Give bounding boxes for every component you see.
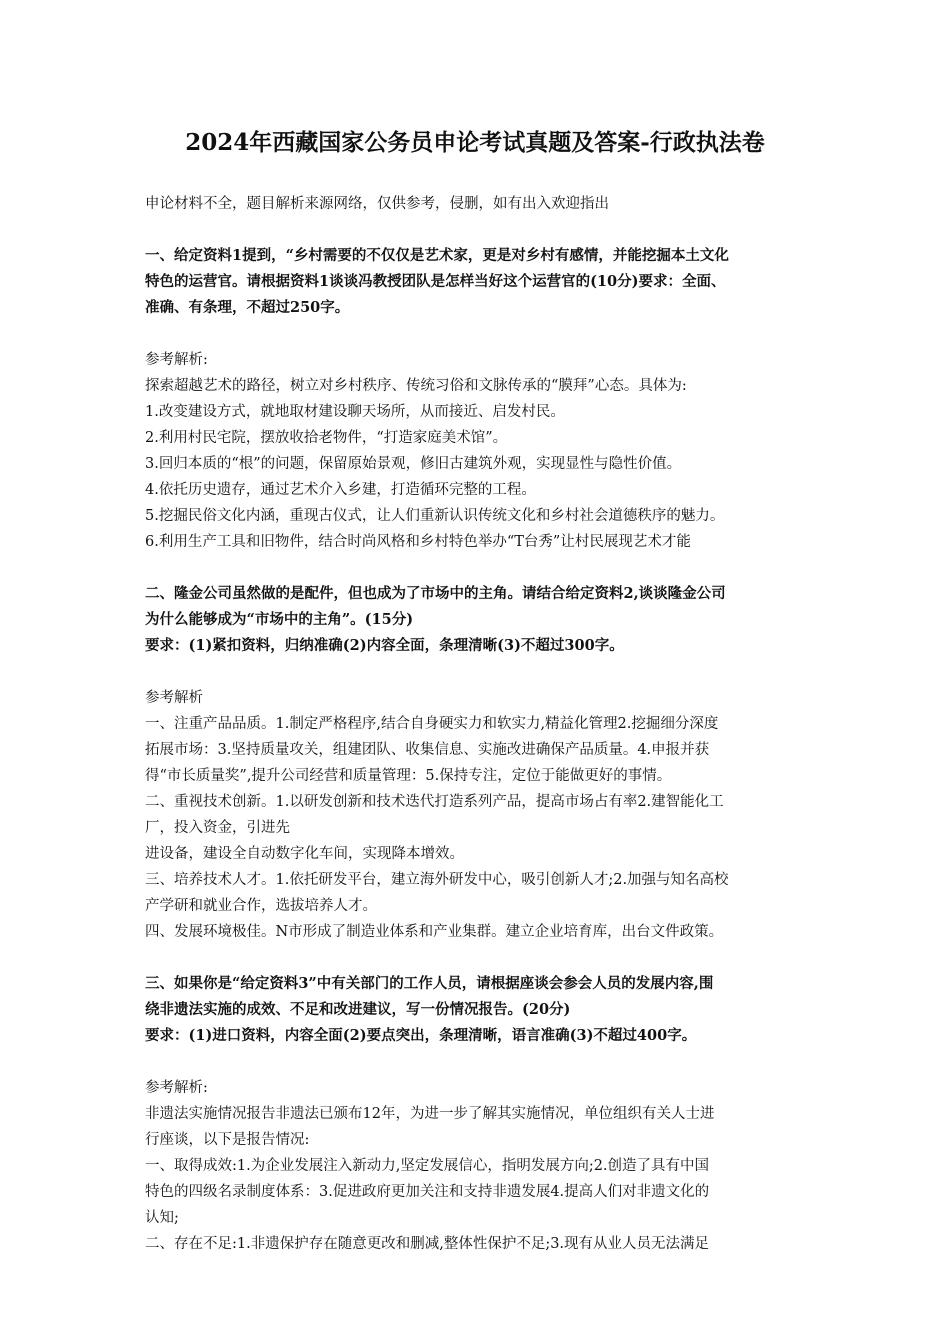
answer-label: 参考解析 [145, 690, 203, 706]
answer-3 [145, 1075, 815, 1257]
answer-line: 四、发展环境极佳。N市形成了制造业体系和产业集群。建立企业培育库，出台文件政策。 [145, 924, 724, 940]
answer-line: 4.依托历史遗存，通过艺术介入乡建，打造循环完整的工程。 [145, 482, 536, 498]
question-3 [145, 971, 815, 1049]
answer-line: 特色的四级名录制度体系：3.促进政府更加关注和支持非遗发展4.提高人们对非遗文化的 [145, 1184, 710, 1200]
answer-line: 产学研和就业合作，选拔培养人才。 [145, 898, 377, 914]
answer-line: 行座谈，以下是报告情况: [145, 1132, 310, 1148]
document-body [145, 191, 815, 1257]
question-line: 绕非遗法实施的成效、不足和改进建议，写一份情况报告。(20分) [145, 1001, 571, 1018]
answer-line: 进设备，建设全自动数字化车间，实现降本增效。 [145, 846, 464, 862]
question-requirements: 要求：(1)紧扣资料，归纳准确(2)内容全面，条理清晰(3)不超过300字。 [145, 637, 624, 654]
answer-line: 3.回归本质的“根”的问题，保留原始景观，修旧古建筑外观，实现显性与隐性价值。 [145, 456, 682, 472]
answer-line: 二、重视技术创新。1.以研发创新和技术迭代打造系列产品，提高市场占有率2.建智能化工 [145, 794, 724, 810]
answer-line: 一、取得成效:1.为企业发展注入新动力,坚定发展信心，指明发展方向;2.创造了具有中国 [145, 1158, 710, 1174]
question-1 [145, 243, 815, 321]
question-line: 二、隆金公司虽然做的是配件，但也成为了市场中的主角。请结合给定资料2,谈谈隆金公司 [145, 585, 726, 602]
answer-label: 参考解析: [145, 1080, 208, 1096]
question-line: 为什么能够成为“市场中的主角”。(15分) [145, 611, 414, 628]
answer-line: 1.改变建设方式，就地取材建设聊天场所，从而接近、启发村民。 [145, 404, 565, 420]
answer-line: 非遗法实施情况报告非遗法已颁布12年，为进一步了解其实施情况，单位组织有关人士进 [145, 1106, 715, 1122]
answer-line: 2.利用村民宅院，摆放收拾老物件，“打造家庭美术馆”。 [145, 430, 508, 446]
answer-line: 二、存在不足:1.非遗保护存在随意更改和删减,整体性保护不足;3.现有从业人员无法满足 [145, 1236, 710, 1252]
answer-label: 参考解析: [145, 352, 208, 368]
question-line: 特色的运营官。请根据资料1谈谈冯教授团队是怎样当好这个运营官的(10分)要求：全面、 [145, 273, 726, 290]
answer-line: 6.利用生产工具和旧物件，结合时尚风格和乡村特色举办“T台秀”让村民展现艺术才能 [145, 534, 691, 550]
answer-line: 探索超越艺术的路径，树立对乡村秩序、传统习俗和文脉传承的“膜拜”心态。具体为: [145, 378, 687, 394]
notice-text: 申论材料不全，题目解析来源网络，仅供参考，侵删，如有出入欢迎指出 [145, 196, 609, 212]
answer-line: 一、注重产品品质。1.制定严格程序,结合自身硬实力和软实力,精益化管理2.挖掘细分深度 [145, 716, 719, 732]
answer-line: 三、培养技术人才。1.依托研发平台，建立海外研发中心，吸引创新人才;2.加强与知名高校 [145, 872, 729, 888]
question-line: 三、如果你是“给定资料3”中有关部门的工作人员，请根据座谈会参会人员的发展内容,围 [145, 975, 714, 992]
page-title: 2024年西藏国家公务员申论考试真题及答案-行政执法卷 [185, 129, 765, 156]
answer-line: 厂，投入资金，引进先 [145, 820, 290, 836]
answer-line: 认知; [145, 1210, 179, 1226]
question-requirements: 要求：(1)进口资料，内容全面(2)要点突出，条理清晰，语言准确(3)不超过400字。 [145, 1027, 697, 1044]
question-line: 准确、有条理，不超过250字。 [145, 299, 350, 316]
answer-line: 拓展市场：3.坚持质量攻关，组建团队、收集信息、实施改进确保产品质量。4.申报并获 [145, 742, 710, 758]
answer-line: 得“市长质量奖”,提升公司经营和质量管理：5.保持专注，定位于能做更好的事情。 [145, 768, 672, 784]
answer-2 [145, 685, 815, 945]
answer-1 [145, 347, 815, 555]
question-line: 一、给定资料1提到，“乡村需要的不仅仅是艺术家，更是对乡村有感情，并能挖掘本土文化 [145, 247, 729, 264]
answer-line: 5.挖掘民俗文化内涵，重现古仪式，让人们重新认识传统文化和乡村社会道德秩序的魅力。 [145, 508, 725, 524]
question-2 [145, 581, 815, 659]
